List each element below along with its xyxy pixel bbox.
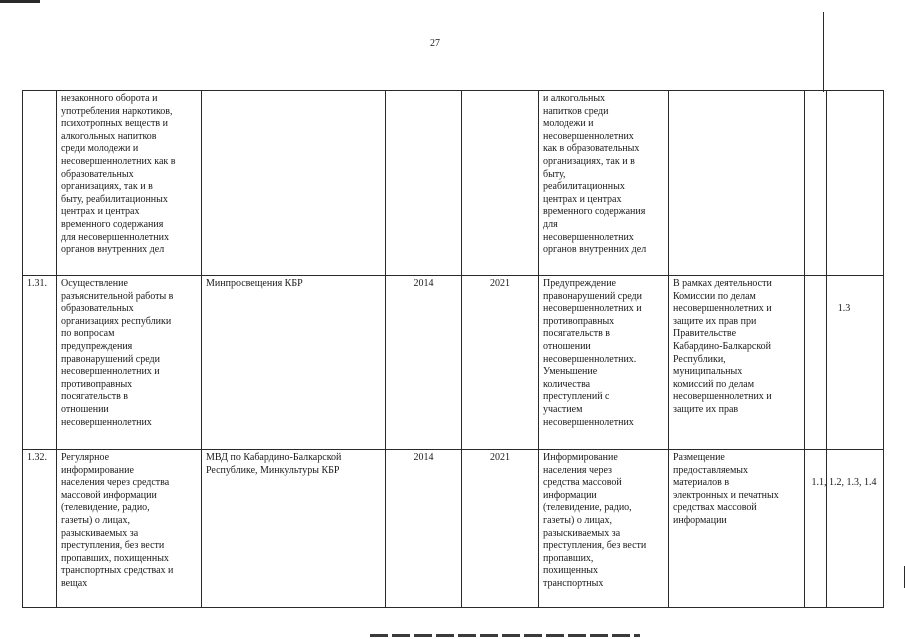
end-year-cell: 2021 [462,276,539,450]
indicators-cell [805,450,884,608]
page-number: 27 [430,38,440,49]
executor-cell: МВД по Кабардино-Балкарской Республике, Минкультуры КБР [202,450,386,608]
note-cell: В рамках деятельности Комиссии по делам несовершеннолетних и защите их прав при Правительстве Кабардино-Балкарской Республики, муниципальных комиссий по делам несовершеннолетних и защите их прав [669,276,805,450]
note-cell [669,91,805,276]
column-divider [826,450,827,607]
measure-cell: незаконного оборота и употребления наркотиков, психотропных веществ и алкогольных напитков среди молодежи и несовершеннолетних как в образовательных организациях, так и в быту, реабилитационных центрах и центрах временного содержания для несовершеннолетних органов внутренних дел [57,91,202,276]
result-cell: и алкогольных напитков среди молодежи и несовершеннолетних как в образовательных организациях, так и в быту, реабилитационных центрах и центрах временного содержания для несовершеннолетних органов внутренних дел [539,91,669,276]
table-row [23,276,884,450]
indicators-cell [805,91,884,276]
row-number [23,91,57,276]
indicators-text: 1.3 [837,303,851,315]
result-cell: Информирование населения через средства массовой информации (телевидение, радио, газеты) о лицах, разыскиваемых за преступления, без вести пропавших, похищенных транспортных [539,450,669,608]
table-row [23,91,884,276]
indicators-text: 1.1, 1.2, 1.3, 1.4 [811,477,877,489]
end-year-cell [462,91,539,276]
measure-cell: Осуществление разъяснительной работы в образовательных организациях республики по вопросам предупреждения правонарушений среди несовершеннолетних и противоправных посягательств в отношении несовершеннолетних [57,276,202,450]
start-year-cell: 2014 [386,276,462,450]
row-number: 1.32. [23,450,57,608]
measure-cell: Регулярное информирование населения через средства массовой информации (телевидение, радио, газеты) о лицах, разыскиваемых за преступления, без вести пропавших, похищенных транспортных средствах и вещах [57,450,202,608]
start-year-cell [386,91,462,276]
scan-artifact-top-left [0,0,40,3]
column-divider [826,276,827,449]
table-row [23,450,884,608]
scan-artifact-right-border [823,12,824,92]
scan-artifact-bottom [370,634,640,637]
result-cell: Предупреждение правонарушений среди несовершеннолетних и противоправных посягательств в отношении несовершеннолетних. Уменьшение количества преступлений с участием несовершеннолетних [539,276,669,450]
executor-cell: Минпросвещения КБР [202,276,386,450]
start-year-cell: 2014 [386,450,462,608]
column-divider [826,91,827,275]
indicators-cell [805,276,884,450]
note-cell: Размещение предоставляемых материалов в электронных и печатных средствах массовой информации [669,450,805,608]
executor-cell [202,91,386,276]
row-number: 1.31. [23,276,57,450]
measures-table [22,90,884,608]
end-year-cell: 2021 [462,450,539,608]
